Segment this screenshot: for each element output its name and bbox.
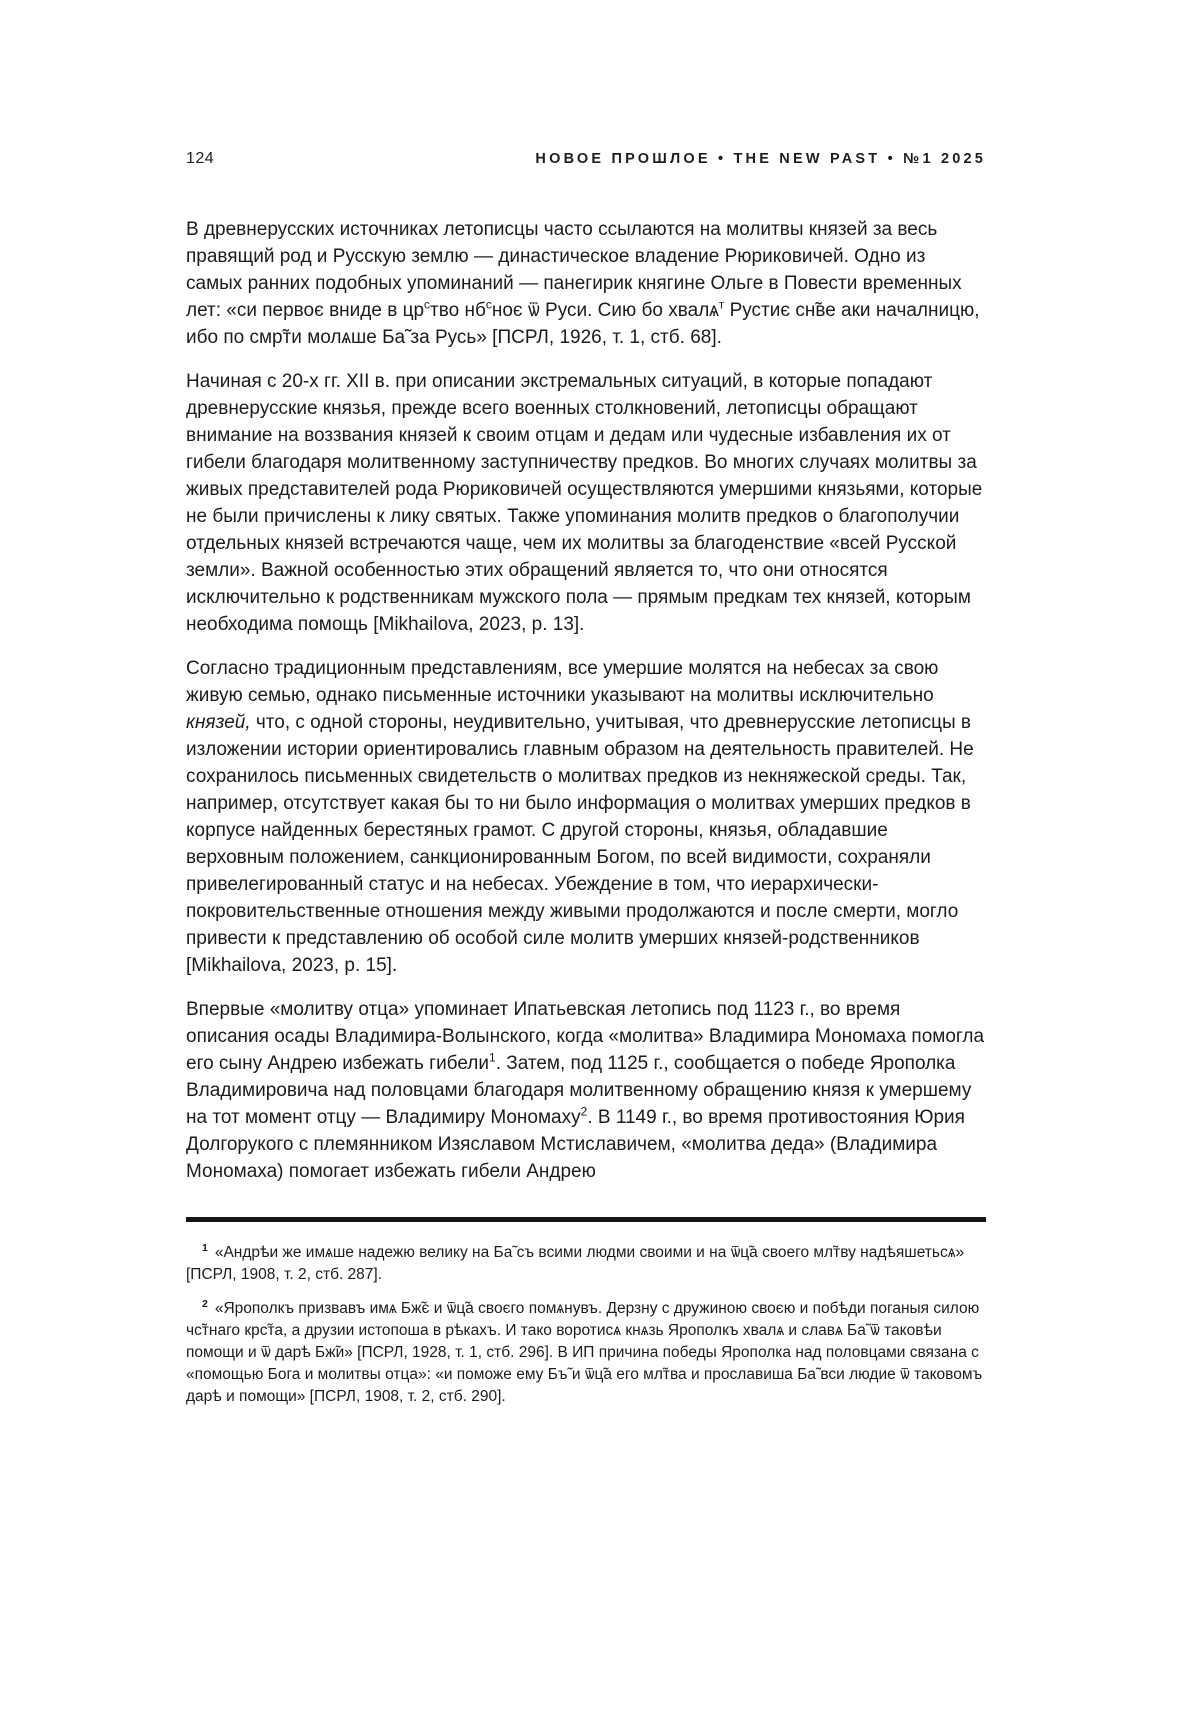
footnote-separator xyxy=(186,1217,986,1222)
body-paragraph: Впервые «молитву отца» упоминает Ипатьевская летопись под 1123 г., во время описания осады Владимира-Волынского, когда «молитва» Владимира Мономаха помогла его сыну Андрею избежать гибели$^1$. Затем, под 1125 г., сообщается о победе Ярополка Владимировича над половцами благодаря молитвенному обращению князя к умершему на тот момент отцу — Владимиру Мономаху$^2$. В 1149 г., во время противостояния Юрия Долгорукого с племянником Изяславом Мстиславичем, «молитва деда» (Владимира Мономаха) помогает избежать гибели Андрею xyxy=(186,999,985,1182)
page-header xyxy=(186,150,986,168)
footnote-section xyxy=(186,1242,986,1408)
superscript-text: т xyxy=(718,297,725,312)
footnote-number: 1 xyxy=(202,1241,208,1254)
emphasized-text: князей, xyxy=(186,712,251,733)
superscript-text: с xyxy=(424,297,431,312)
superscript-text: 2 xyxy=(580,1104,588,1119)
body-paragraph: Согласно традиционным представлениям, все умершие молятся на небесах за свою живую семью, однако письменные источники указывают на молитвы исключительно князей, что, с одной стороны, неудивительно, учитывая, что древнерусские летописцы в изложении истории ориентировались главным образом на деятельность правителей. Не сохранилось письменных свидетельств о молитвах предков из некняжеской среды. Так, например, отсутствует какая бы то ни было информация о молитвах умерших предков в корпусе найденных берестяных грамот. С другой стороны, князья, обладавшие верховным положением, санкционированным Богом, по всей видимости, сохраняли привелегированный статус и на небесах. Убеждение в том, что иерархически-покровительственные отношения между живыми продолжаются и после смерти, могло привести к представлению об особой силе молитв умерших князей-родственников [Mikhailova, 2023, p. 15]. xyxy=(186,658,974,976)
superscript-text: с xyxy=(485,297,492,312)
footnote-number: 2 xyxy=(202,1297,208,1310)
running-title: НОВОЕ ПРОШЛОЕ • THE NEW PAST • №1 2025 xyxy=(535,151,986,167)
superscript-text: 1 xyxy=(489,1050,496,1065)
body-paragraph: Начиная с 20-х гг. XII в. при описании экстремальных ситуаций, в которые попадают древнерусские князья, прежде всего военных столкновений, летописцы обращают внимание на воззвания князей к своим отцам и дедам или чудесные избавления их от гибели благодаря молитвенному заступничеству предков. Во многих случаях молитвы за живых представителей рода Рюриковичей осуществляются умершими князьями, которые не были причислены к лику святых. Также упоминания молитв предков о благополучии отдельных князей встречаются чаще, чем их молитвы за благоденствие «всей Русской земли». Важной особенностью этих обращений является то, что они относятся исключительно к родственникам мужского пола — прямым предкам тех князей, которым необходима помощь [Mikhailova, 2023, p. 13]. xyxy=(186,371,983,635)
body-paragraph: В древнерусских источниках летописцы часто ссылаются на молитвы князей за весь правящий род и Русскую землю — династическое владение Рюриковичей. Одно из самых ранних подобных упоминаний — панегирик княгине Ольге в Повести временных лет: «си первоє вниде в $цр^ство$ $нб^сноє$ ѿ Руси. Сию бо хвалѧ$^т$ Рустиє сн̃ве аки началницю, ибо по смр̃ти молѧше Ба̃ за Русь» [ПСРЛ, 1926, т. 1, стб. 68]. xyxy=(186,219,980,348)
footnote: $^2$ «Ярополкъ призвавъ имѧ Бж̃є и ѿц̃а своєго помѧнувъ. Дерзну с дружиною своєю и побѣди поганыя силою чс̃тнаго крс̃та, а друзии истопоша в рѣкахъ. И тако воротисѧ кнѧзь Ярополкъ хвалѧ и славѧ Ба̃ ѿ таковѣи помощи и ѿ дарѣ Бж̃и» [ПСРЛ, 1928, т. 1, стб. 296]. В ИП причина победы Ярополка над половцами связана с «помощью Бога и молитвы отца»: «и поможе ему Бъ̃ и ѿц̃а его мл̃тва и прославиша Ба̃ вси людие ѿ таковомъ дарѣ и помощи» [ПСРЛ, 1908, т. 2, стб. 290]. xyxy=(186,1297,983,1405)
article-body xyxy=(186,216,986,1185)
footnote: $^1$ «Андрѣи же имѧше надежю велику на Ба̃ съ всими людми своими и на ѿц̃а своего мл̃тву надѣяшетьсѧ» [ПСРЛ, 1908, т. 2, стб. 287]. xyxy=(186,1241,965,1283)
page-number: 124 xyxy=(186,150,215,167)
